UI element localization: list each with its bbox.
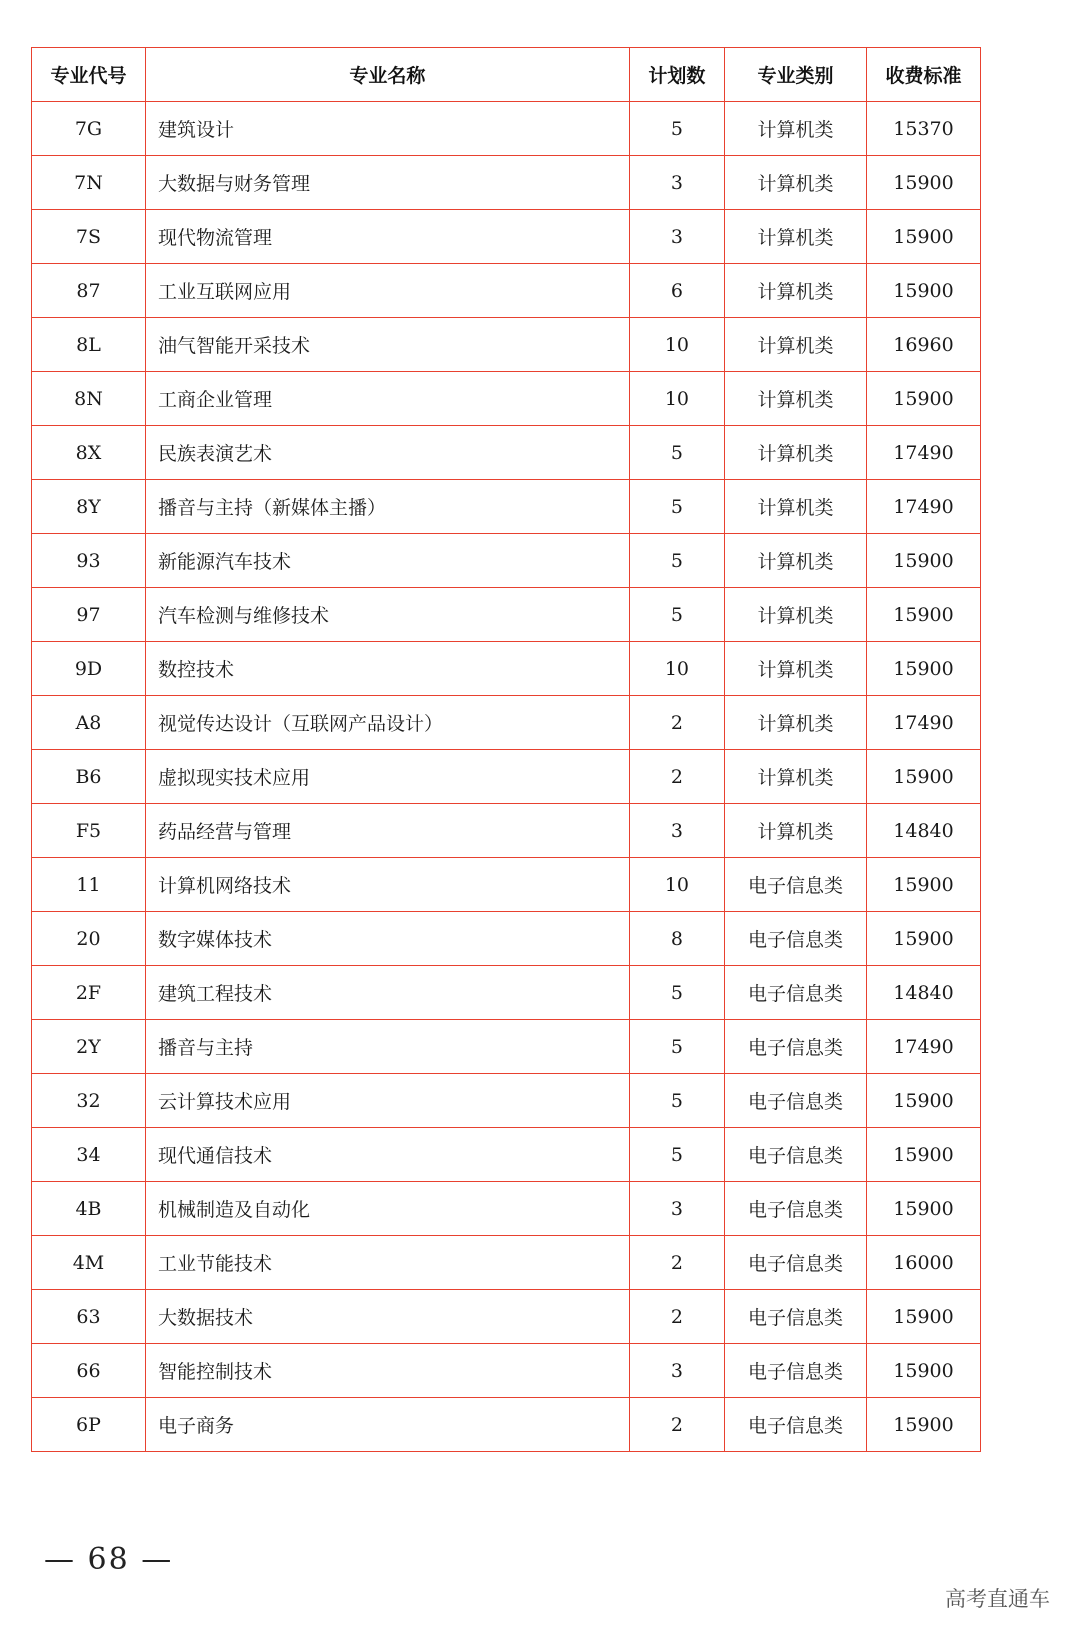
cell-category: 电子信息类 [725,1074,867,1128]
cell-fee: 14840 [867,966,981,1020]
cell-category: 电子信息类 [725,1290,867,1344]
table-header-row [32,48,981,102]
cell-fee: 15900 [867,264,981,318]
cell-fee: 15900 [867,750,981,804]
cell-fee: 17490 [867,480,981,534]
table-row [32,1344,981,1398]
major-table-container [31,47,981,1452]
cell-plan: 5 [629,426,724,480]
cell-name: 智能控制技术 [145,1344,629,1398]
cell-code: 9D [32,642,146,696]
cell-code: 4M [32,1236,146,1290]
cell-plan: 5 [629,588,724,642]
cell-plan: 3 [629,804,724,858]
cell-name: 油气智能开采技术 [145,318,629,372]
cell-name: 现代物流管理 [145,210,629,264]
cell-code: 2Y [32,1020,146,1074]
cell-name: 现代通信技术 [145,1128,629,1182]
cell-code: 8L [32,318,146,372]
cell-name: 播音与主持 [145,1020,629,1074]
cell-plan: 5 [629,102,724,156]
cell-name: 工商企业管理 [145,372,629,426]
cell-plan: 2 [629,1398,724,1452]
cell-plan: 2 [629,1236,724,1290]
cell-category: 计算机类 [725,318,867,372]
cell-code: 34 [32,1128,146,1182]
cell-plan: 10 [629,372,724,426]
cell-category: 计算机类 [725,156,867,210]
cell-category: 计算机类 [725,804,867,858]
cell-category: 电子信息类 [725,912,867,966]
header-fee: 收费标准 [867,48,981,102]
cell-code: 97 [32,588,146,642]
cell-code: A8 [32,696,146,750]
cell-name: 虚拟现实技术应用 [145,750,629,804]
cell-name: 民族表演艺术 [145,426,629,480]
cell-name: 汽车检测与维修技术 [145,588,629,642]
cell-fee: 15900 [867,1290,981,1344]
cell-category: 电子信息类 [725,858,867,912]
cell-code: B6 [32,750,146,804]
cell-code: 7G [32,102,146,156]
cell-plan: 5 [629,1128,724,1182]
cell-name: 机械制造及自动化 [145,1182,629,1236]
cell-code: 87 [32,264,146,318]
cell-fee: 15900 [867,912,981,966]
cell-plan: 5 [629,966,724,1020]
cell-code: 8X [32,426,146,480]
cell-category: 计算机类 [725,534,867,588]
cell-name: 建筑设计 [145,102,629,156]
table-row [32,642,981,696]
table-row [32,480,981,534]
cell-category: 电子信息类 [725,1236,867,1290]
cell-category: 计算机类 [725,480,867,534]
cell-fee: 15900 [867,1344,981,1398]
cell-fee: 15900 [867,534,981,588]
cell-fee: 16960 [867,318,981,372]
header-name: 专业名称 [145,48,629,102]
cell-category: 电子信息类 [725,1344,867,1398]
cell-code: 32 [32,1074,146,1128]
cell-code: 7N [32,156,146,210]
table-row [32,1128,981,1182]
table-row [32,102,981,156]
cell-plan: 3 [629,1182,724,1236]
cell-fee: 16000 [867,1236,981,1290]
cell-name: 药品经营与管理 [145,804,629,858]
table-row [32,210,981,264]
cell-fee: 15900 [867,1128,981,1182]
cell-category: 电子信息类 [725,1398,867,1452]
cell-code: 66 [32,1344,146,1398]
cell-fee: 15900 [867,156,981,210]
cell-name: 电子商务 [145,1398,629,1452]
table-row [32,426,981,480]
cell-plan: 10 [629,642,724,696]
cell-fee: 15900 [867,642,981,696]
table-row [32,1074,981,1128]
table-row [32,264,981,318]
cell-name: 云计算技术应用 [145,1074,629,1128]
cell-category: 计算机类 [725,426,867,480]
cell-code: 2F [32,966,146,1020]
table-row [32,1398,981,1452]
cell-code: 6P [32,1398,146,1452]
cell-code: 8N [32,372,146,426]
cell-code: 7S [32,210,146,264]
cell-name: 工业互联网应用 [145,264,629,318]
cell-fee: 15900 [867,1182,981,1236]
table-row [32,1236,981,1290]
cell-fee: 14840 [867,804,981,858]
header-plan: 计划数 [629,48,724,102]
cell-plan: 10 [629,858,724,912]
watermark: 高考直通车 [945,1587,1050,1611]
cell-code: F5 [32,804,146,858]
cell-fee: 15370 [867,102,981,156]
table-row [32,1182,981,1236]
cell-plan: 3 [629,1344,724,1398]
table-row [32,966,981,1020]
table-row [32,156,981,210]
cell-plan: 2 [629,696,724,750]
cell-category: 电子信息类 [725,1128,867,1182]
cell-plan: 3 [629,210,724,264]
cell-plan: 2 [629,1290,724,1344]
table-row [32,534,981,588]
cell-plan: 2 [629,750,724,804]
table-row [32,804,981,858]
cell-fee: 17490 [867,426,981,480]
table-row [32,372,981,426]
header-category: 专业类别 [725,48,867,102]
cell-name: 数字媒体技术 [145,912,629,966]
table-row [32,858,981,912]
major-table [31,47,981,1452]
cell-category: 电子信息类 [725,966,867,1020]
cell-code: 11 [32,858,146,912]
page-number: — 68 — [44,1542,174,1577]
table-row [32,912,981,966]
cell-code: 93 [32,534,146,588]
cell-plan: 5 [629,1074,724,1128]
table-row [32,750,981,804]
cell-fee: 15900 [867,1398,981,1452]
cell-name: 计算机网络技术 [145,858,629,912]
cell-plan: 8 [629,912,724,966]
cell-category: 电子信息类 [725,1020,867,1074]
cell-plan: 3 [629,156,724,210]
table-row [32,1020,981,1074]
cell-plan: 5 [629,1020,724,1074]
cell-category: 计算机类 [725,696,867,750]
cell-fee: 15900 [867,1074,981,1128]
cell-name: 工业节能技术 [145,1236,629,1290]
cell-code: 4B [32,1182,146,1236]
table-row [32,696,981,750]
cell-plan: 6 [629,264,724,318]
cell-code: 20 [32,912,146,966]
cell-plan: 5 [629,534,724,588]
cell-category: 计算机类 [725,264,867,318]
cell-name: 视觉传达设计（互联网产品设计） [145,696,629,750]
cell-plan: 10 [629,318,724,372]
cell-fee: 15900 [867,372,981,426]
cell-fee: 17490 [867,1020,981,1074]
cell-fee: 15900 [867,858,981,912]
cell-name: 建筑工程技术 [145,966,629,1020]
table-row [32,588,981,642]
cell-name: 大数据技术 [145,1290,629,1344]
cell-category: 计算机类 [725,642,867,696]
table-body [32,102,981,1452]
cell-category: 电子信息类 [725,1182,867,1236]
cell-name: 新能源汽车技术 [145,534,629,588]
cell-category: 计算机类 [725,750,867,804]
cell-category: 计算机类 [725,102,867,156]
cell-fee: 15900 [867,210,981,264]
header-code: 专业代号 [32,48,146,102]
cell-plan: 5 [629,480,724,534]
cell-category: 计算机类 [725,588,867,642]
cell-name: 大数据与财务管理 [145,156,629,210]
cell-category: 计算机类 [725,372,867,426]
cell-name: 播音与主持（新媒体主播） [145,480,629,534]
cell-code: 63 [32,1290,146,1344]
table-row [32,318,981,372]
cell-code: 8Y [32,480,146,534]
cell-fee: 15900 [867,588,981,642]
cell-category: 计算机类 [725,210,867,264]
table-row [32,1290,981,1344]
cell-fee: 17490 [867,696,981,750]
cell-name: 数控技术 [145,642,629,696]
